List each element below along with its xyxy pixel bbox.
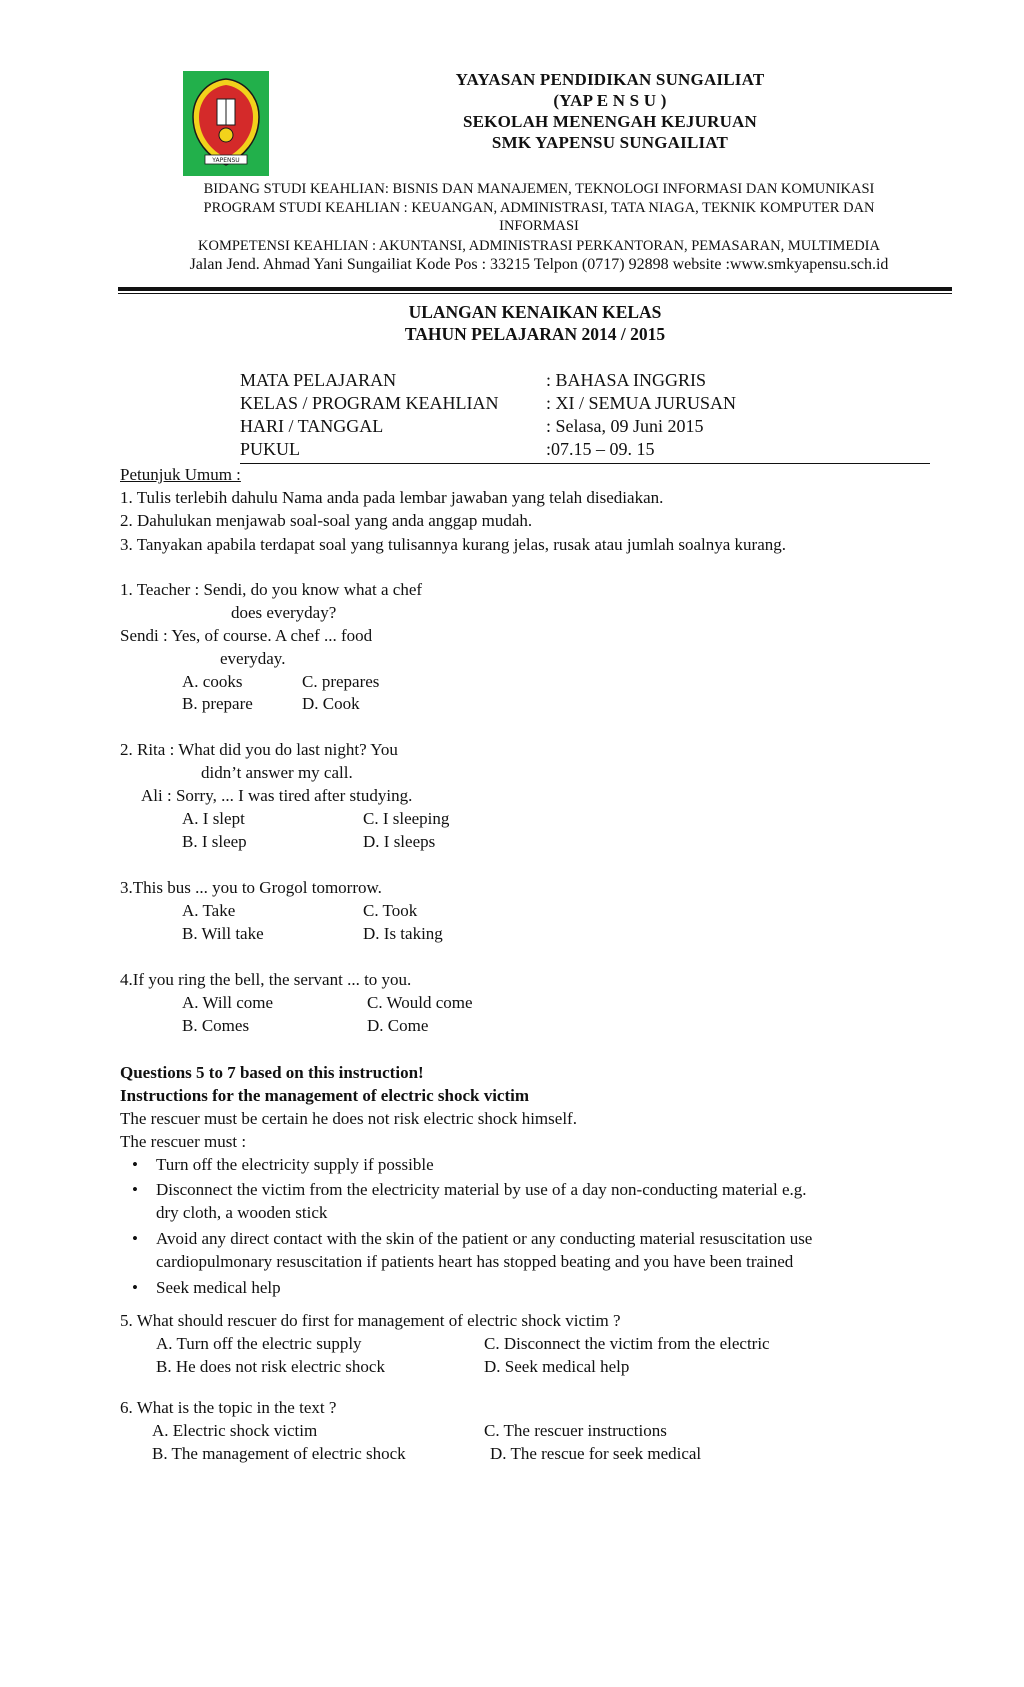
instruction-item: 2. Dahulukan menjawab soal-soal yang anda anggap mudah. [120, 511, 533, 530]
logo-emblem [219, 128, 233, 142]
instruction-item: 1. Tulis terlebih dahulu Nama anda pada lembar jawaban yang telah disediakan. [120, 488, 664, 507]
list-item [132, 1278, 281, 1298]
question-6-stem: 6. What is the topic in the text ? [120, 1398, 337, 1417]
question-6-option-c[interactable]: C. The rescuer instructions [484, 1421, 667, 1440]
question-1-line: everyday. [220, 649, 286, 668]
question-6-option-b[interactable]: B. The management of electric shock [152, 1444, 406, 1463]
header-divider-thin [118, 293, 952, 294]
question-4-option-a[interactable]: A. Will come [182, 993, 274, 1012]
foundation-abbrev: (YAP E N S U ) [553, 91, 667, 110]
list-item-text: Disconnect the victim from the electricity material by use of a day non-conducting material e.g. [156, 1180, 807, 1199]
info-value-class: : XI / SEMUA JURUSAN [546, 393, 737, 413]
info-divider [240, 463, 930, 464]
field-line: BIDANG STUDI KEAHLIAN: BISNIS DAN MANAJEMEN, TEKNOLOGI INFORMASI DAN KOMUNIKASI [203, 181, 875, 197]
question-2-option-c[interactable]: C. I sleeping [363, 809, 450, 828]
list-item [132, 1180, 807, 1200]
question-2-line: 2. Rita : What did you do last night? You [120, 740, 398, 759]
list-item-text: dry cloth, a wooden stick [156, 1203, 328, 1222]
bullet-icon: • [132, 1180, 138, 1199]
question-1-option-d[interactable]: D. Cook [302, 694, 360, 713]
question-4-stem: 4.If you ring the bell, the servant ... to you. [120, 970, 412, 989]
question-1-line: Sendi : Yes, of course. A chef ... food [120, 626, 373, 645]
question-1-option-a[interactable]: A. cooks [182, 672, 243, 691]
info-label-subject: MATA PELAJARAN [240, 370, 397, 390]
info-label-time: PUKUL [240, 439, 301, 459]
reading-paragraph: The rescuer must be certain he does not risk electric shock himself. [120, 1109, 577, 1128]
list-item-text: Avoid any direct contact with the skin of the patient or any conducting material resuscitation use [156, 1229, 813, 1248]
question-3-option-d[interactable]: D. Is taking [363, 924, 443, 943]
program-line-cont: INFORMASI [499, 218, 579, 234]
question-3-option-b[interactable]: B. Will take [182, 924, 264, 943]
info-value-subject: : BAHASA INGGRIS [546, 370, 707, 390]
list-item-continued [156, 1203, 327, 1223]
reading-paragraph: The rescuer must : [120, 1132, 247, 1151]
foundation-name: YAYASAN PENDIDIKAN SUNGAILIAT [455, 70, 765, 89]
question-2-option-a[interactable]: A. I slept [182, 809, 245, 828]
bullet-icon: • [132, 1278, 138, 1297]
list-item-text: cardiopulmonary resuscitation if patients heart has stopped beating and you have been trained [156, 1252, 794, 1271]
address-line: Jalan Jend. Ahmad Yani Sungailiat Kode Pos : 33215 Telpon (0717) 92898 website :www.smkyapensu.sch.id [189, 256, 889, 273]
school-logo [183, 71, 269, 176]
question-2-line: didn’t answer my call. [201, 763, 353, 782]
exam-title: ULANGAN KENAIKAN KELAS [408, 302, 662, 322]
exam-year: TAHUN PELAJARAN 2014 / 2015 [404, 324, 666, 344]
header-divider [118, 287, 952, 291]
list-item-continued [156, 1252, 793, 1272]
question-4-option-c[interactable]: C. Would come [367, 993, 473, 1012]
competence-line: KOMPETENSI KEAHLIAN : AKUNTANSI, ADMINISTRASI PERKANTORAN, PEMASARAN, MULTIMEDIA [198, 238, 880, 254]
info-value-time: :07.15 – 09. 15 [546, 439, 655, 459]
question-5-option-d[interactable]: D. Seek medical help [484, 1357, 630, 1376]
question-3-option-a[interactable]: A. Take [182, 901, 236, 920]
question-5-stem: 5. What should rescuer do first for management of electric shock victim ? [120, 1311, 621, 1330]
question-2-option-b[interactable]: B. I sleep [182, 832, 247, 851]
question-1-line: does everyday? [231, 603, 337, 622]
school-name: SMK YAPENSU SUNGAILIAT [491, 133, 729, 152]
reading-title: Instructions for the management of electric shock victim [120, 1086, 530, 1105]
list-item-text: Turn off the electricity supply if possible [156, 1155, 434, 1174]
question-2-line: Ali : Sorry, ... I was tired after studying. [141, 786, 413, 805]
list-item [132, 1229, 813, 1249]
question-1-option-b[interactable]: B. prepare [182, 694, 253, 713]
instruction-item: 3. Tanyakan apabila terdapat soal yang tulisannya kurang jelas, rusak atau jumlah soalnya kurang. [120, 535, 787, 554]
school-type: SEKOLAH MENENGAH KEJURUAN [462, 112, 758, 131]
info-label-date: HARI / TANGGAL [240, 416, 384, 436]
question-5-option-a[interactable]: A. Turn off the electric supply [156, 1334, 362, 1353]
question-3-stem: 3.This bus ... you to Grogol tomorrow. [120, 878, 382, 897]
program-line: PROGRAM STUDI KEAHLIAN : KEUANGAN, ADMINISTRASI, TATA NIAGA, TEKNIK KOMPUTER DAN [203, 200, 875, 216]
reading-heading: Questions 5 to 7 based on this instruction! [120, 1063, 424, 1082]
question-4-option-d[interactable]: D. Come [367, 1016, 429, 1035]
instructions-heading: Petunjuk Umum : [120, 465, 241, 484]
info-value-date: : Selasa, 09 Juni 2015 [546, 416, 704, 436]
question-6-option-d[interactable]: D. The rescue for seek medical [490, 1444, 702, 1463]
question-3-option-c[interactable]: C. Took [363, 901, 418, 920]
question-5-option-b[interactable]: B. He does not risk electric shock [156, 1357, 385, 1376]
bullet-icon: • [132, 1229, 138, 1248]
info-label-class: KELAS / PROGRAM KEAHLIAN [240, 393, 499, 413]
question-6-option-a[interactable]: A. Electric shock victim [152, 1421, 318, 1440]
question-4-option-b[interactable]: B. Comes [182, 1016, 250, 1035]
logo-text: YAPENSU [212, 157, 240, 164]
bullet-icon: • [132, 1155, 138, 1174]
question-1-line: 1. Teacher : Sendi, do you know what a chef [120, 580, 423, 599]
question-2-option-d[interactable]: D. I sleeps [363, 832, 436, 851]
question-5-option-c[interactable]: C. Disconnect the victim from the electric [484, 1334, 770, 1353]
question-1-option-c[interactable]: C. prepares [302, 672, 380, 691]
list-item-text: Seek medical help [156, 1278, 281, 1297]
list-item [132, 1155, 434, 1175]
